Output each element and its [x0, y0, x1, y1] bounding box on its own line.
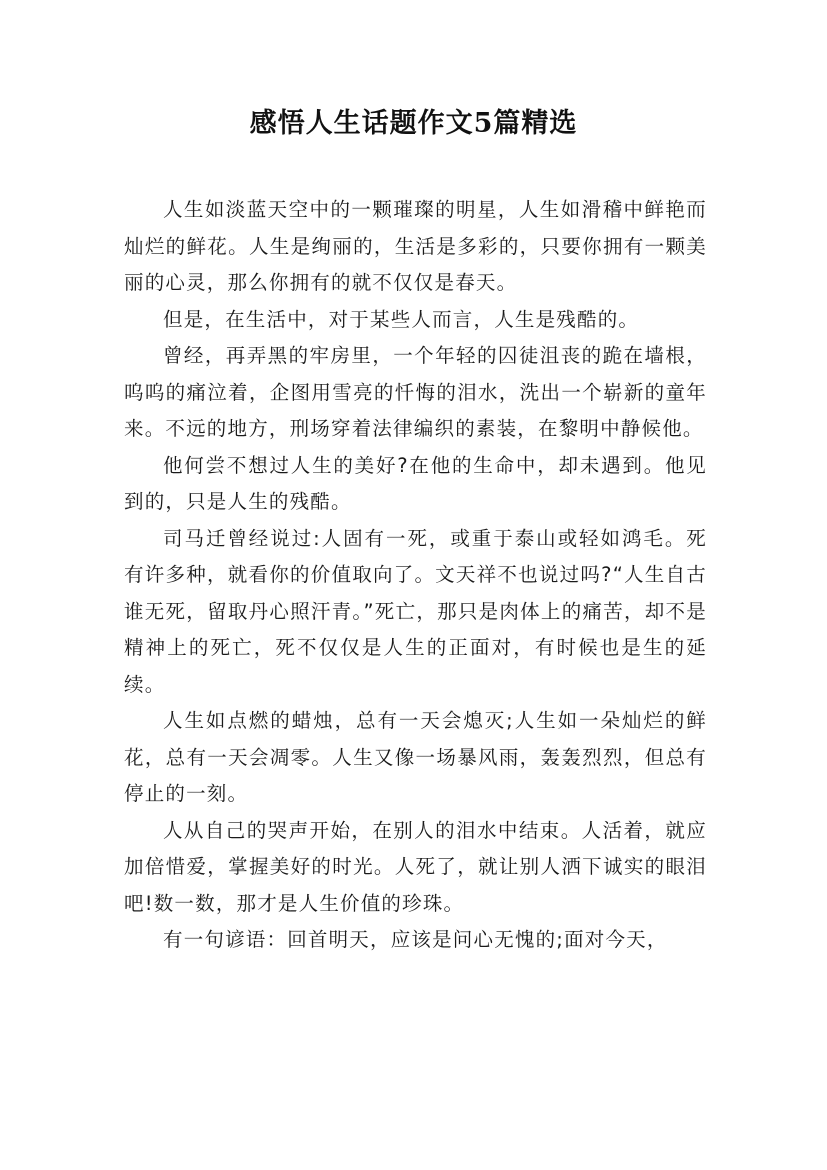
paragraph: 他何尝不想过人生的美好?在他的生命中，却未遇到。他见到的，只是人生的残酷。: [124, 453, 707, 513]
paragraph: 有一句谚语：回首明天，应该是问心无愧的;面对今天，: [163, 928, 668, 951]
paragraph: 但是，在生活中，对于某些人而言，人生是残酷的。: [163, 307, 640, 331]
paragraph: 人从自己的哭声开始，在别人的泪水中结束。人活着，就应加倍惜爱，掌握美好的时光。人死了，就让别人洒下诚实的眼泪吧!数一数，那才是人生价值的珍珠。: [124, 818, 707, 915]
document-body: [124, 192, 707, 959]
document-title: 感悟人生话题作文5篇精选: [249, 108, 578, 139]
paragraph: 曾经，再弄黑的牢房里，一个年轻的囚徒沮丧的跪在墙根，呜呜的痛泣着，企图用雪亮的忏悔的泪水，洗出一个崭新的童年来。不远的地方，刑场穿着法律编织的素装，在黎明中静候他。: [124, 344, 707, 440]
paragraph: 人生如淡蓝天空中的一颗璀璨的明星，人生如滑稽中鲜艳而灿烂的鲜花。人生是绚丽的，生活是多彩的，只要你拥有一颗美丽的心灵，那么你拥有的就不仅仅是春天。: [124, 198, 707, 294]
paragraph: 司马迁曾经说过:人固有一死，或重于泰山或轻如鸿毛。死有许多种，就看你的价值取向了。文天祥不也说过吗?“人生自古谁无死，留取丹心照汗青。”死亡，那只是肉体上的痛苦，却不是精神上的死亡，死不仅仅是人生的正面对，有时候也是生的延续。: [124, 526, 707, 696]
paragraph: 人生如点燃的蜡烛，总有一天会熄灭;人生如一朵灿烂的鲜花，总有一天会凋零。人生又像一场暴风雨，轰轰烈烈，但总有停止的一刻。: [124, 709, 707, 805]
